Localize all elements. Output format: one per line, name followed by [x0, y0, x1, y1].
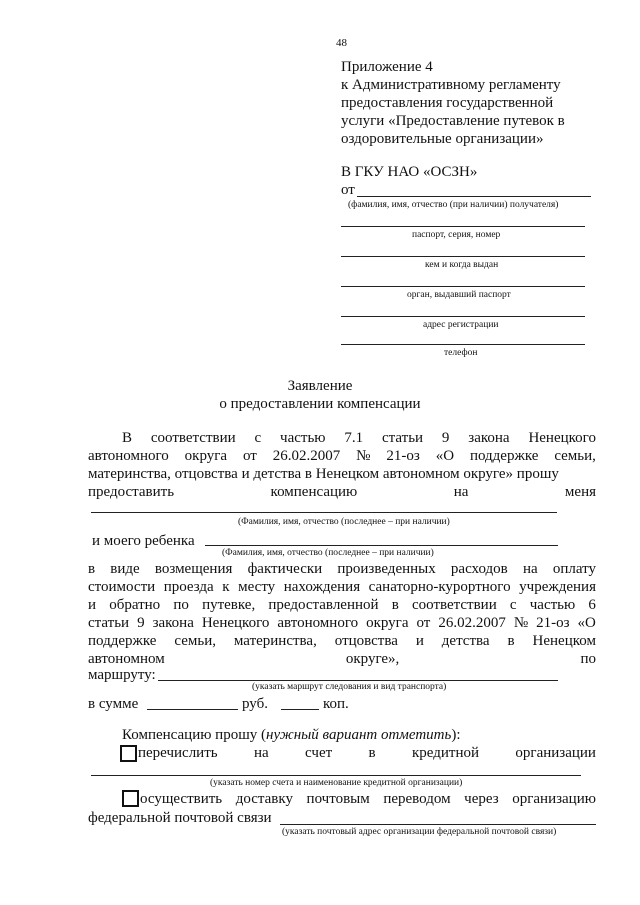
- paragraph-line: автономном округе», по: [88, 651, 596, 667]
- kop-field[interactable]: [281, 709, 319, 710]
- from-label: от: [341, 182, 355, 198]
- paragraph-line: материнства, отцовства и детства в Ненецком автономном округе» прошу: [88, 466, 559, 482]
- appendix-line: услуги «Предоставление путевок в: [341, 113, 565, 129]
- postal-address-field[interactable]: [280, 824, 596, 825]
- kop-label: коп.: [323, 696, 349, 712]
- appendix-line: Приложение 4: [341, 59, 433, 75]
- field-caption: (фамилия, имя, отчество (при наличии) получателя): [348, 200, 559, 210]
- field-caption: адрес регистрации: [423, 320, 499, 330]
- route-label: маршруту:: [88, 667, 156, 683]
- option-transfer-label: перечислить на счет в кредитной организации: [138, 745, 596, 761]
- paragraph-line: статьи 9 закона Ненецкого автономного округа от 26.02.2007 № 21-оз «О: [88, 615, 596, 631]
- registration-address-field[interactable]: [341, 316, 585, 317]
- field-caption: паспорт, серия, номер: [412, 230, 501, 240]
- issuing-authority-field[interactable]: [341, 286, 585, 287]
- passport-field[interactable]: [341, 226, 585, 227]
- option-postal-checkbox[interactable]: [122, 790, 139, 807]
- self-name-field[interactable]: [91, 512, 557, 513]
- appendix-line: к Административному регламенту: [341, 77, 561, 93]
- field-caption: кем и когда выдан: [425, 260, 499, 270]
- issued-by-field[interactable]: [341, 256, 585, 257]
- field-caption: орган, выдавший паспорт: [407, 290, 511, 300]
- field-caption: (указать маршрут следования и вид транспорта): [252, 682, 447, 692]
- paragraph-line: поддержке семьи, материнства, отцовства и детства в Ненецком: [88, 633, 596, 649]
- appendix-line: предоставления государственной: [341, 95, 554, 111]
- account-field[interactable]: [91, 775, 581, 776]
- field-caption: телефон: [444, 348, 478, 358]
- page-number: 48: [336, 37, 347, 49]
- field-caption: (указать номер счета и наименование кредитной организации): [210, 778, 463, 788]
- document-subtitle: о предоставлении компенсации: [219, 396, 421, 412]
- child-name-field[interactable]: [205, 545, 558, 546]
- option-transfer-checkbox[interactable]: [120, 745, 137, 762]
- route-field[interactable]: [158, 680, 558, 681]
- recipient: В ГКУ НАО «ОСЗН»: [341, 164, 478, 180]
- option-postal-label-cont: федеральной почтовой связи: [88, 810, 272, 826]
- field-caption: (Фамилия, имя, отчество (последнее – при наличии): [222, 548, 434, 558]
- paragraph-line: и обратно по путевке, предоставленной в соответствии с частью 6: [88, 597, 596, 613]
- option-postal-label: осуществить доставку почтовым переводом через организацию: [140, 791, 596, 807]
- paragraph-line: стоимости проезда к месту нахождения санаторно-курортного учреждения: [88, 579, 596, 595]
- child-label: и моего ребенка: [92, 533, 195, 549]
- from-field[interactable]: [357, 196, 591, 197]
- phone-field[interactable]: [341, 344, 585, 345]
- paragraph-line: предоставить компенсацию на меня: [88, 484, 596, 500]
- sum-label: в сумме: [88, 696, 139, 712]
- field-caption: (Фамилия, имя, отчество (последнее – при наличии): [238, 517, 450, 527]
- field-caption: (указать почтовый адрес организации федеральной почтовой связи): [282, 827, 557, 837]
- paragraph-line: в виде возмещения фактически произведенных расходов на оплату: [88, 561, 596, 577]
- document-title: Заявление: [287, 378, 353, 394]
- rub-label: руб.: [242, 696, 268, 712]
- compensation-prompt: Компенсацию прошу (нужный вариант отметить):: [122, 727, 461, 743]
- paragraph-line: автономного округа от 26.02.2007 № 21-оз «О поддержке семьи,: [88, 448, 596, 464]
- appendix-line: оздоровительные организации»: [341, 131, 544, 147]
- rub-field[interactable]: [147, 709, 238, 710]
- paragraph-line: В соответствии с частью 7.1 статьи 9 закона Ненецкого: [122, 430, 596, 446]
